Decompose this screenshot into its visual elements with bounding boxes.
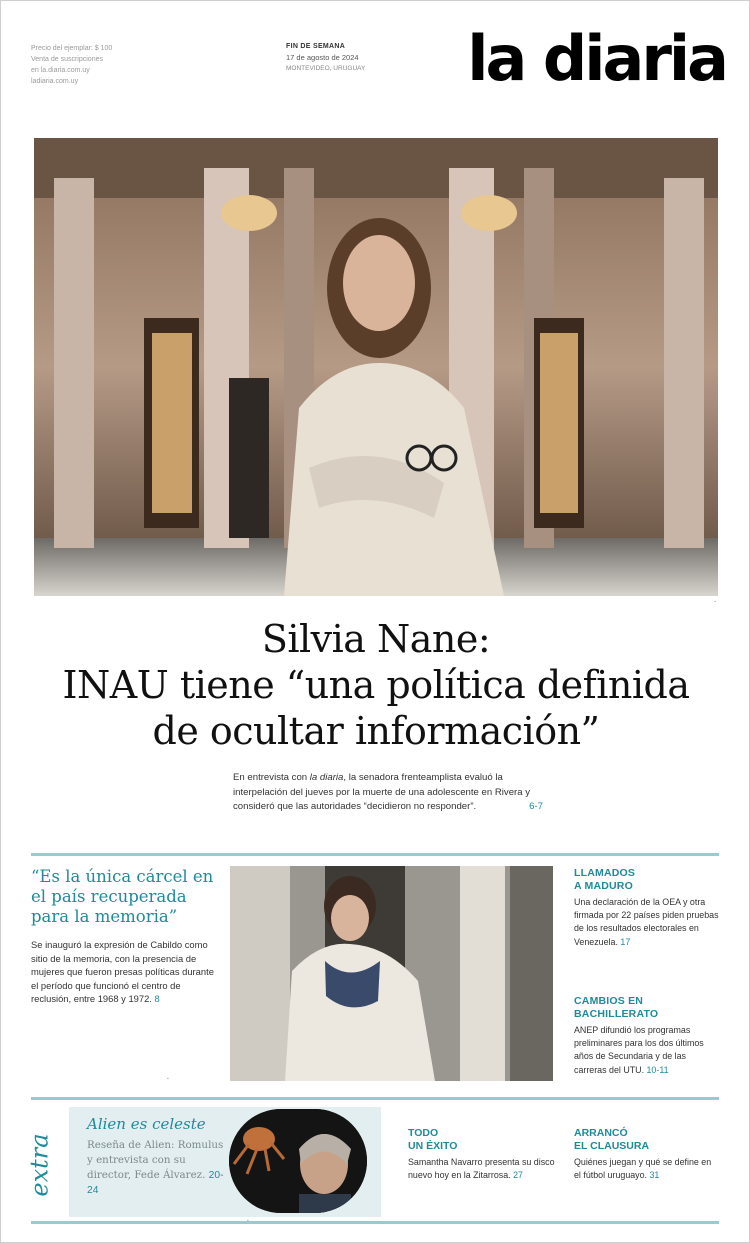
side-story[interactable] — [574, 995, 719, 1077]
masthead-info-line: Precio del ejemplar: $ 100 — [31, 45, 113, 52]
bottom-story-body — [408, 1156, 558, 1182]
page-reference[interactable]: 17 — [620, 936, 631, 947]
side-story-text: ANEP difundió los programas preliminares para los dos últimos años de Secundaria y de las carreras del UTU. — [574, 1025, 704, 1075]
second-story-text: Se inauguró la expresión de Cabildo como sitio de la memoria, con la presencia de mujeres que fueron presas políticas durante el período que funcionó el centro de reclusión, entre 1968 y 1972. — [31, 939, 214, 1005]
page-reference[interactable]: 8 — [154, 993, 160, 1005]
masthead-date-block — [286, 41, 426, 74]
masthead-info-line: ladiaria.com.uy — [31, 78, 79, 85]
deck-text: , la senadora frenteamplista evaluó la interpelación del jueves por la muerte de una adolescente en Rivera y consideró que las autoridades “decidieron no responder”. — [233, 772, 531, 813]
newspaper-logo[interactable]: la diaria — [467, 22, 726, 95]
headline-line: INAU tiene “una política definida — [62, 663, 690, 707]
extra-label-text: extra — [25, 1133, 54, 1197]
side-story-title-line: LLAMADOS — [574, 867, 636, 879]
section-divider — [31, 1097, 719, 1100]
extra-section-label — [26, 1111, 56, 1211]
bottom-story-title — [408, 1127, 558, 1153]
main-story-photo[interactable] — [34, 138, 718, 596]
bottom-story-title-line: TODO — [408, 1127, 439, 1139]
main-story-deck — [233, 771, 543, 815]
masthead-info-line: Venta de suscripciones — [31, 56, 103, 63]
bottom-story-text: Samantha Navarro presenta su disco nuevo hoy en la Zitarrosa. — [408, 1157, 555, 1181]
headline-line: Silvia Nane: — [261, 617, 491, 661]
page-reference[interactable]: 27 — [513, 1170, 523, 1181]
deck-text: En entrevista con — [233, 772, 310, 783]
edition-label: FIN DE SEMANA — [286, 43, 346, 50]
deck-italic: la diaria — [309, 772, 344, 783]
side-story-title — [574, 867, 719, 893]
masthead-info — [31, 43, 231, 87]
page-reference[interactable]: 10-11 — [646, 1064, 669, 1075]
masthead-info-line: en la.diaria.com.uy — [31, 67, 90, 74]
issue-date: 17 de agosto de 2024 — [286, 53, 359, 62]
photo-credit: ▪ — [167, 1076, 169, 1082]
extra-feature-title[interactable]: Alien es celeste — [87, 1115, 206, 1133]
extra-photo-illustration — [229, 1109, 367, 1213]
side-story[interactable] — [574, 867, 719, 949]
side-story-title — [574, 995, 719, 1021]
bottom-story[interactable] — [574, 1127, 719, 1182]
side-story-body — [574, 1024, 719, 1077]
page-reference[interactable]: 31 — [649, 1170, 660, 1181]
second-story-body — [31, 938, 221, 1006]
bottom-story-title-line: UN ÉXITO — [408, 1140, 458, 1152]
section-divider — [31, 853, 719, 856]
second-photo-illustration — [230, 866, 553, 1081]
bottom-story-title — [574, 1127, 719, 1153]
second-story-photo[interactable] — [230, 866, 553, 1081]
bottom-story-text: Quiénes juegan y qué se define en el fútbol uruguayo. — [574, 1157, 712, 1181]
headline-line: de ocultar información” — [152, 709, 600, 753]
side-story-title-line: BACHILLERATO — [574, 1008, 659, 1020]
page-reference[interactable]: 6-7 — [529, 801, 543, 813]
side-story-title-line: CAMBIOS EN — [574, 995, 644, 1007]
bottom-story-body — [574, 1156, 719, 1182]
issue-place: MONTEVIDEO, URUGUAY — [286, 65, 366, 72]
page-reference[interactable]: 20-24 — [87, 1170, 224, 1196]
side-story-title-line: A MADURO — [574, 880, 633, 892]
photo-credit: ▪ — [714, 599, 716, 605]
extra-feature-photo[interactable] — [229, 1109, 367, 1213]
side-story-body — [574, 896, 719, 949]
bottom-story-title-line: ARRANCÓ — [574, 1127, 628, 1139]
main-photo-illustration — [34, 138, 718, 596]
section-divider — [31, 1221, 719, 1224]
second-story-quote[interactable]: “Es la única cárcel en el país recuperada para la memoria” — [31, 867, 214, 926]
bottom-story-title-line: EL CLAUSURA — [574, 1140, 650, 1152]
side-story-text: Una declaración de la OEA y otra firmada por 22 países piden pruebas de los resultados electorales en Venezuela. — [574, 897, 719, 947]
extra-feature-text: Reseña de Alien: Romulus y entrevista con su director, Fede Álvarez. — [87, 1139, 224, 1181]
bottom-story[interactable] — [408, 1127, 558, 1182]
main-headline[interactable] — [21, 616, 731, 754]
extra-feature-body — [87, 1138, 232, 1198]
